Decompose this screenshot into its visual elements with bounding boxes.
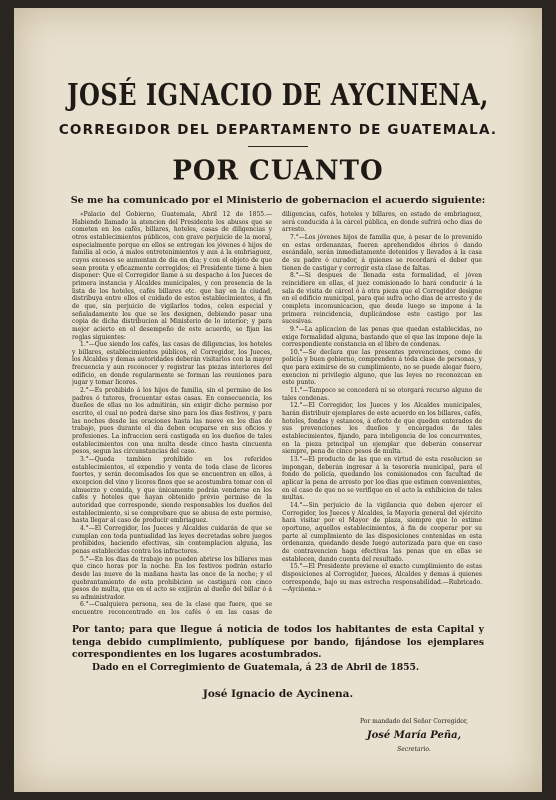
decree-article: 4.°—El Corregidor, los Jueces y Alcaldes cuidarán de que se cumplan con toda puntualidad las leyes decretadas sobre juegos prohibidos, haciendo efectivas, sin contemplacion alguna, las penas establecidas contra los infractores. xyxy=(72,524,272,555)
section-heading: POR CUANTO xyxy=(172,155,384,187)
broadside-page xyxy=(14,8,542,792)
decree-article: 1.°—Que siendo los cafés, las casas de diligencias, los hoteles y billares, establecimientos públicos, el Corregidor, los Jueces, los Alcaldes y demas autoridades deberán visitarlos con la mayor frecuencia y aun reconocer y registrar las piezas interiores del edificio, en donde regularmente se forman las reuniones para jugar y tomar licores. xyxy=(72,341,272,387)
decree-article: 8.°—Si despues de llenada esta formalidad, el jóven reincidiere en ellas, el juez comisionado lo hará conducir á la sala de visita de cárcel ó á otra pieza que el Corregidor designe en el edificio municipal, para que sufra ocho dias de arresto y de completa incomunicacion, que desde luego se impone á la primera reincidencia, duplicándose este castigo por las sucesivas. xyxy=(282,272,482,326)
decree-article: 12.°—El Corregidor, los Jueces y los Alcaldes municipales, harán distribuir ejemplares de este acuerdo en los billares, cafés, hoteles, fondas y estancos, á efecto de que queden enterados de sus prevenciones los dueños y encargados de tales establecimientos, fijando, para inteligencia de los concurrentes, en la pieza principal un ejemplar que deberán conservar siempre, pena de cinco pesos de multa. xyxy=(282,402,482,456)
intro-line: Se me ha comunicado por el Ministerio de gobernacion el acuerdo siguiente: xyxy=(70,195,486,206)
decree-article: 6.°—Cualquiera persona, sea de la clase que fuere, que se encuentre reconcentrado en los cafés ó en las casas de diligencias, cafés, hoteles y billares, en estado de embriaguez, será conducida á la cárcel pública, en donde sufrirá ocho dias de arresto. xyxy=(72,211,482,617)
mandate-line: Por mandado del Señor Corregidor, xyxy=(359,718,469,725)
decree-article: 9.°—La aplicacion de las penas que quedan establecidas, no exige formalidad alguna, bastando que el que las impone deje la correspondiente constancia en el libro de condenas. xyxy=(282,325,482,349)
secretary-name: José María Peña, xyxy=(366,730,462,741)
decree-article: 3.°—Queda tambien prohibido en los referidos establecimientos, el expendio y venta de toda clase de licores fuertes, y serán decomisados los que se encuentren en ellos, á excepcion del vino y licores finos que se acostumbra tomar con el almuerzo y comida, y que únicamente podrán venderse en los cafés y hoteles que hayan obtenido prévio permiso de la autoridad que corresponde, siendo responsables los dueños del establecimiento, si se comprobare que se abusa de este permiso, hasta llegar al caso de producir embriaguez. xyxy=(72,456,273,525)
secretary-role: Secretario. xyxy=(397,746,431,753)
closing-paragraph xyxy=(72,624,484,674)
decree-article: 7.°—Los jóvenes hijos de familia que, á pesar de lo prevenido en estas ordenanzas, fueren aprehendidos ébrios ó dando escándalo, serán inmediatamente detenidos y llevados á la casa de su padre ó curador, á quienes se recordará el deber que tienen de castigar y corregir esta clase de faltas. xyxy=(282,233,482,272)
decree-body xyxy=(72,211,482,622)
signer-name: José Ignacio de Aycinena. xyxy=(202,688,354,700)
decree-article: 5.°—En los dias de trabajo no pueden abrirse los billares mas que cinco horas por la noche. En los festivos podrán estarlo desde las nueve de la mañana hasta las once de la noche; y el quebrantamiento de esta prohibicion se castigará con cinco pesos de multa, que en el acto se exijirán al dueño del billar ó á su administrador. xyxy=(72,555,272,601)
decree-article: 15.°—El Presidente previene el exacto cumplimiento de estas disposiciones al Corregidor, Jueces, Alcaldes y demas á quienes corresponde, bajo su mas estrecha responsabilidad.—Rubricado.—Aycinena.» xyxy=(282,563,482,594)
date-line: Dado en el Corregimiento de Guatemala, á 23 de Abril de 1855. xyxy=(92,661,420,673)
decree-article: 10.°—Se declara que las presentes prevenciones, como de policía y buen gobierno, comprenden á toda clase de personas, y que para eximirse de su cumplimiento, no se puede alegar fuero, exencion ni privilegio alguno, que las leyes no reconozcan en este punto. xyxy=(282,348,482,387)
decree-article: 14.°—Sin perjuicio de la vigilancia que deben ejercer el Corregidor, los Jueces y Alcaldes, la Mayoría general del ejército hará visitar por el Mayor de plaza, siempre que lo estime oportuno, aquellos establecimientos, á fin de cooperar por su parte al cumplimiento de las disposiciones contenidas en esta ordenanza, quedando desde luego autorizada para que en caso de contravencion haga efectivas las penas que en ellas se establecen, dando cuenta del resultado. xyxy=(282,501,482,563)
closing-text: Por tanto; para que llegue á noticia de todos los habitantes de esta Capital y tenga debido cumplimiento, publíquese por bando, fijándose los ejemplares correspondientes en los lugares acostumbrados. xyxy=(72,624,484,660)
document-title: JOSÉ IGNACIO DE AYCINENA, xyxy=(67,76,489,113)
decree-article: 13.°—El producto de las que en virtud de esta resolucion se impongan, deberán ingresar á la tesorería municipal, para el fondo de policía, quedando los comisionados con facultad de aplicar la pena de arresto por los dias que estimen convenientes, en el caso de que no se verifique en el acto la exhibicion de tales multas. xyxy=(282,456,482,502)
decree-article: 11.°—Tampoco se concederá ni se otorgará recurso alguno de tales condenas. xyxy=(282,387,482,402)
decree-article: 2.°—Es prohibido á los hijos de familia, sin el permiso de los padres ó tutores, frecuentar estas casas. En consecuencia, los dueños de ellas no los admitirán, sin exigir dicho permiso por escrito, el cual no podrá darse sino para los dias festivos, y para las noches desde las oraciones hasta las nueve en los dias de trabajo, pues durante el dia deben ocuparse en sus oficios y profesiones. La infraccion será castigada en los dueños de tales establecimientos con una multa desde cinco hasta cincuenta pesos, segun las circunstancias del caso. xyxy=(72,387,272,456)
decree-preamble: «Palacio del Gobierno, Guatemala, Abril 12 de 1855.—Habiendo llamado la atencion del Presidente los abusos que se cometen en los cafés, billares, hoteles, casas de diligencias y otros establecimientos públicos, con grave perjuicio de la moral, especialmente porque en ellos se entregan los jóvenes é hijos de familia al ocio, á malos entretenimientos y aun á la embriaguez, cuyos excesos se aumentan de dia en dia; y con el objeto de que sean pronta y eficazmente corregidos; el Presidente tiene á bien disponer: Que el Corregidor llame á su despacho á los Jueces de primera instancia y Alcaldes municipales, y con presencia de la lista de los hoteles, cafés billares etc. que hay en la ciudad, distribuya entre ellos el cuidado de estos establecimientos, á fin de que, sin perjuicio de vigilarlos todos, celen especial y señaladamente los que se les designen, debiendo pasar una copia de dicha distribucion al Ministerio de lo interior; y para mejor acierto en el desempeño de este acuerdo, se fijan las reglas siguientes: xyxy=(72,211,272,341)
document-subtitle: CORREGIDOR DEL DEPARTAMENTO DE GUATEMALA. xyxy=(58,122,498,138)
title-divider xyxy=(248,146,308,147)
